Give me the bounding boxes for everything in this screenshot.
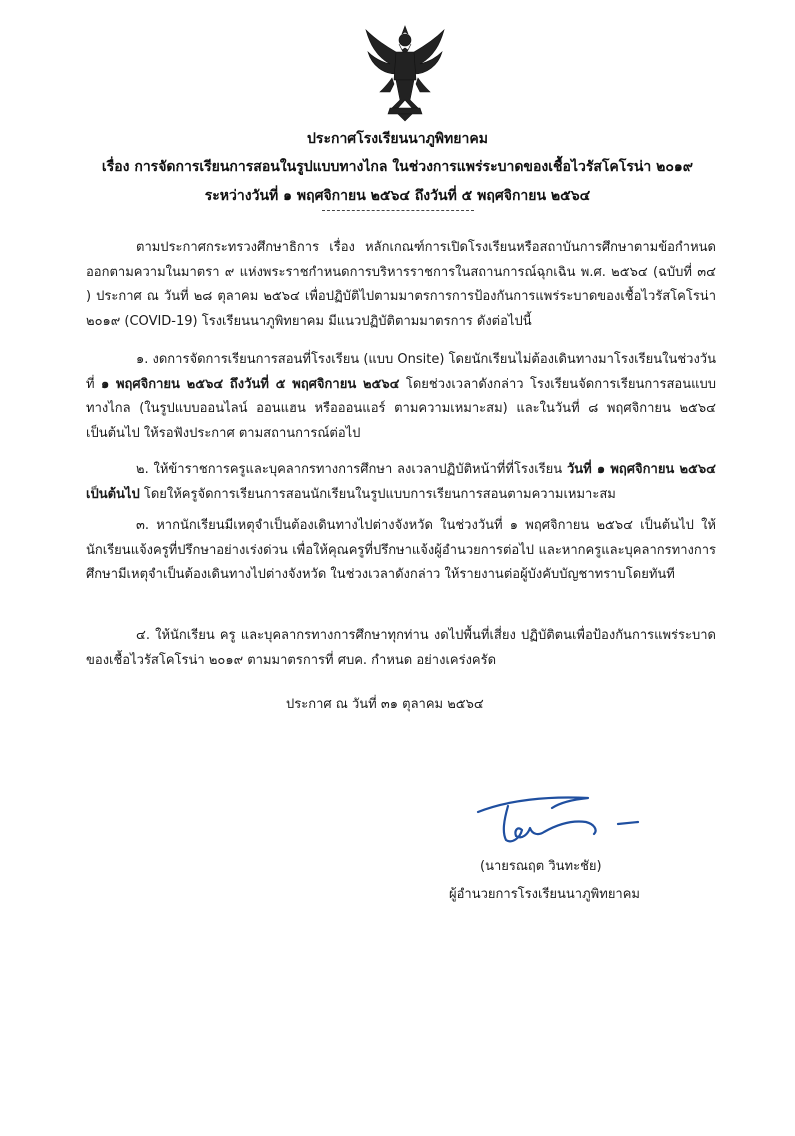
announcement-title: ประกาศโรงเรียนนาภูพิทยาคม — [307, 131, 488, 147]
given-date: ประกาศ ณ วันที่ ๓๑ ตุลาคม ๒๕๖๔ — [286, 697, 484, 712]
item-1-text-b: โดยช่วงเวลาดังกล่าว โรงเรียนจัดการเรียนการสอนแบบทางไกล (ในรูปแบบออนไลน์ ออนแฮน หรือออนแอร์ ตามความเหมาะสม) และในวันที่ ๘ พฤศจิกายน ๒๕๖๔ เป็นต้นไป ให้รอฟังประกาศ ตามสถานการณ์ต่อไป — [86, 376, 716, 441]
item-1 — [86, 348, 716, 446]
item-2 — [86, 458, 716, 507]
item-1-text-a: ๑. งดการจัดการเรียนการสอนที่โรงเรียน (แบบ Onsite) โดยนักเรียนไม่ต้องเดินทางมาโรงเรียนในช่วงวันที่ — [86, 352, 716, 392]
item-4-text: ๔. ให้นักเรียน ครู และบุคลากรทางการศึกษาทุกท่าน งดไปพื้นที่เสี่ยง ปฏิบัติตนเพื่อป้องกันการแพร่ระบาดของเชื้อไวรัสโคโรน่า ๒๐๑๙ ตามมาตรการที่ ศบค. กำหนด อย่างเคร่งครัด — [86, 628, 716, 668]
item-2-text-b: โดยให้ครูจัดการเรียนการสอนนักเรียนในรูปแบบการเรียนการสอนตามความเหมาะสม — [139, 486, 616, 502]
item-1-bold: ๑ พฤศจิกายน ๒๕๖๔ ถึงวันที่ ๕ พฤศจิกายน ๒๕๖๔ — [100, 376, 400, 392]
signer-name: (นายรณฤต วินทะชัย) — [480, 859, 602, 874]
item-2-text-a: ๒. ให้ข้าราชการครูและบุคลากรทางการศึกษา ลงเวลาปฏิบัติหน้าที่ที่โรงเรียน — [136, 462, 567, 477]
signer-position: ผู้อำนวยการโรงเรียนนาภูพิทยาคม — [449, 887, 641, 902]
announcement-subject: เรื่อง การจัดการเรียนการสอนในรูปแบบทางไกล ในช่วงการแพร่ระบาดของเชื้อไวรัสโคโรน่า ๒๐๑๙ — [101, 159, 694, 175]
announcement-period: ระหว่างวันที่ ๑ พฤศจิกายน ๒๕๖๔ ถึงวันที่ ๕ พฤศจิกายน ๒๕๖๔ — [204, 188, 591, 204]
garuda-emblem-icon — [362, 22, 448, 122]
intro-text: ตามประกาศกระทรวงศึกษาธิการ เรื่อง หลักเกณฑ์การเปิดโรงเรียนหรือสถาบันการศึกษาตามข้อกำหนดออกตามความในมาตรา ๙ แห่งพระราชกำหนดการบริหารราชการในสถานการณ์ฉุกเฉิน พ.ศ. ๒๕๖๔ (ฉบับที่ ๓๔ ) ประกาศ ณ วันที่ ๒๘ ตุลาคม ๒๕๖๔ เพื่อปฏิบัติไปตามมาตรการการป้องกันการแพร่ระบาดของเชื้อไวรัสโคโรน่า ๒๐๑๙ (COVID-19) โรงเรียนนาภูพิทยาคม มีแนวปฏิบัติตามมาตรการ ดังต่อไปนี้ — [86, 240, 716, 329]
item-3 — [86, 514, 716, 588]
intro-paragraph — [86, 236, 716, 334]
handwritten-signature — [468, 790, 658, 850]
item-2-bold: วันที่ ๑ พฤศจิกายน ๒๕๖๔ เป็นต้นไป — [86, 462, 716, 502]
item-3-text: ๓. หากนักเรียนมีเหตุจำเป็นต้องเดินทางไปต่างจังหวัด ในช่วงวันที่ ๑ พฤศจิกายน ๒๕๖๔ เป็นต้นไป ให้นักเรียนแจ้งครูที่ปรึกษาอย่างเร่งด่วน เพื่อให้คุณครูที่ปรึกษาแจ้งผู้อำนวยการต่อไป และหากครูและบุคลากรทางการศึกษามีเหตุจำเป็นต้องเดินทางไปต่างจังหวัด ในช่วงเวลาดังกล่าว ให้รายงานต่อผู้บังคับบัญชาทราบโดยทันที — [86, 518, 716, 582]
header-divider — [322, 210, 474, 211]
item-4 — [86, 624, 716, 673]
